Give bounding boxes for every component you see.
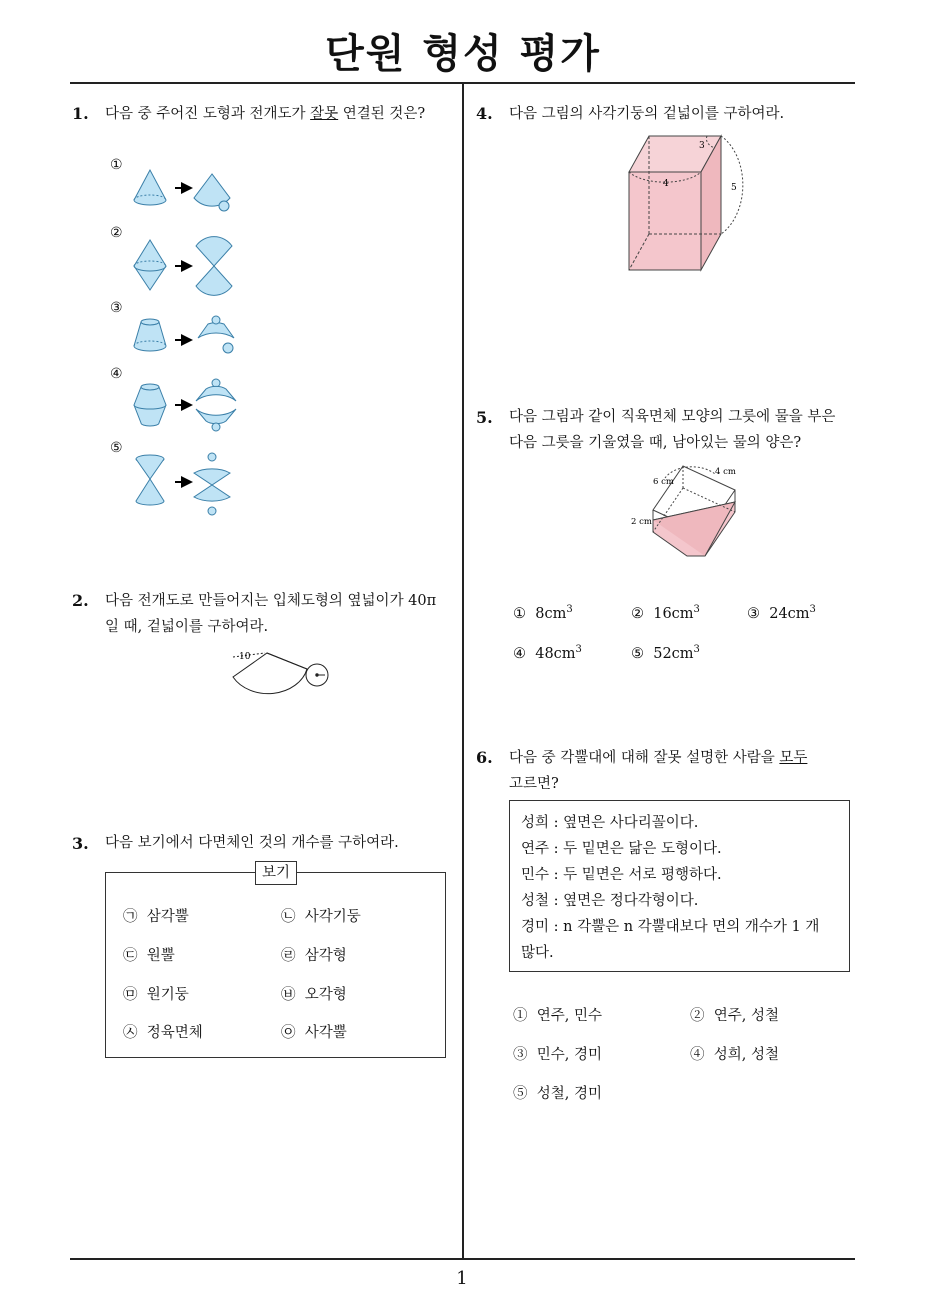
cone-icon [134,170,166,205]
q6-option-1[interactable]: ① 연주, 민수 [513,1008,602,1024]
double-frustum-net-icon [196,379,236,431]
q5-option-1[interactable]: ① $8cm^3$ [513,604,573,622]
q5-line-1: 다음 그림과 같이 직육면체 모양의 그릇에 물을 부은 [509,409,836,425]
q4-label-b: 4 [663,179,669,189]
frustum-icon [134,319,166,351]
q6-statement-1: 성희 : 옆면은 사다리꼴이다. [521,815,699,831]
q1-option-1-label: ① [110,157,123,173]
q5-container-figure [625,462,750,562]
q2-line-1: 다음 전개도로 만들어지는 입체도형의 옆넓이가 40π [105,593,437,609]
footer-rule [70,1258,855,1260]
q2-net-figure [225,645,335,705]
cone-net-icon [194,174,230,211]
q2-fig-label: 10 [239,652,251,662]
bogi-item-6: ㉥ 오각형 [281,987,347,1003]
page-number: 1 [456,1268,468,1289]
q1-option-5-label: ⑤ [110,440,123,456]
q4-label-c: 5 [731,183,737,193]
q6-statement-6: 많다. [521,945,554,961]
q1-option-3-label: ③ [110,300,123,316]
hourglass-net-icon [194,453,230,515]
q1-option-4-label: ④ [110,366,123,382]
bogi-item-7: ㉦ 정육면체 [123,1025,203,1041]
bogi-item-1: ㉠ 삼각뿔 [123,909,189,925]
q5-number: 5. [476,408,493,427]
q6-option-2[interactable]: ② 연주, 성철 [690,1008,779,1024]
q1-number: 1. [72,104,89,123]
page-title: 단원 형성 평가 [325,31,601,77]
q5-option-5[interactable]: ⑤ $52cm^3$ [631,644,700,662]
double-cone-icon [134,240,166,290]
q3-number: 3. [72,834,89,853]
double-cone-net-icon [196,237,232,296]
bogi-item-3: ㉢ 원뿔 [123,948,175,964]
q6-statement-2: 연주 : 두 밑면은 닮은 도형이다. [521,841,722,857]
q6-statement-4: 성철 : 옆면은 정다각형이다. [521,893,699,909]
bogi-item-2: ㉡ 사각기둥 [281,909,361,925]
q6-option-4[interactable]: ④ 성희, 성철 [690,1047,779,1063]
q6-option-3[interactable]: ③ 민수, 경미 [513,1047,602,1063]
q4-prism-figure [615,128,750,278]
q4-number: 4. [476,104,493,123]
q6-option-5[interactable]: ⑤ 성철, 경미 [513,1086,602,1102]
q6-line-1: 다음 중 각뿔대에 대해 잘못 설명한 사람을 모두 [509,750,808,766]
q3-text: 다음 보기에서 다면체인 것의 개수를 구하여라. [105,835,399,851]
double-frustum-icon [134,384,166,426]
q6-statement-3: 민수 : 두 밑면은 서로 평행하다. [521,867,722,883]
q6-statement-5: 경미 : n 각뿔은 n 각뿔대보다 면의 개수가 1 개 [521,919,820,935]
q5-label-a: 6 cm [653,477,674,487]
q5-option-3[interactable]: ③ $24cm^3$ [747,604,816,622]
q5-label-b: 4 cm [715,467,736,477]
bogi-item-8: ㉧ 사각뿔 [281,1025,347,1041]
q6-line-2: 고르면? [509,776,559,792]
q5-option-4[interactable]: ④ $48cm^3$ [513,644,582,662]
q4-label-a: 3 [699,141,705,151]
q2-number: 2. [72,591,89,610]
bogi-label: 보기 [255,861,297,885]
q4-text: 다음 그림의 사각기둥의 겉넓이를 구하여라. [509,106,785,122]
column-divider [462,84,464,1260]
frustum-net-icon [198,316,234,353]
q2-line-2: 일 때, 겉넓이를 구하여라. [105,619,269,635]
q5-option-2[interactable]: ② $16cm^3$ [631,604,700,622]
q5-line-2: 다음 그릇을 기울였을 때, 남아있는 물의 양은? [509,435,802,451]
q1-text: 다음 중 주어진 도형과 전개도가 잘못 연결된 것은? [105,106,426,122]
q1-solids-figure [120,160,260,520]
q5-label-c: 2 cm [631,517,652,527]
q1-option-2-label: ② [110,225,123,241]
q6-number: 6. [476,748,493,767]
hourglass-icon [136,455,164,505]
bogi-item-5: ㉤ 원기둥 [123,987,189,1003]
bogi-item-4: ㉣ 삼각형 [281,948,347,964]
